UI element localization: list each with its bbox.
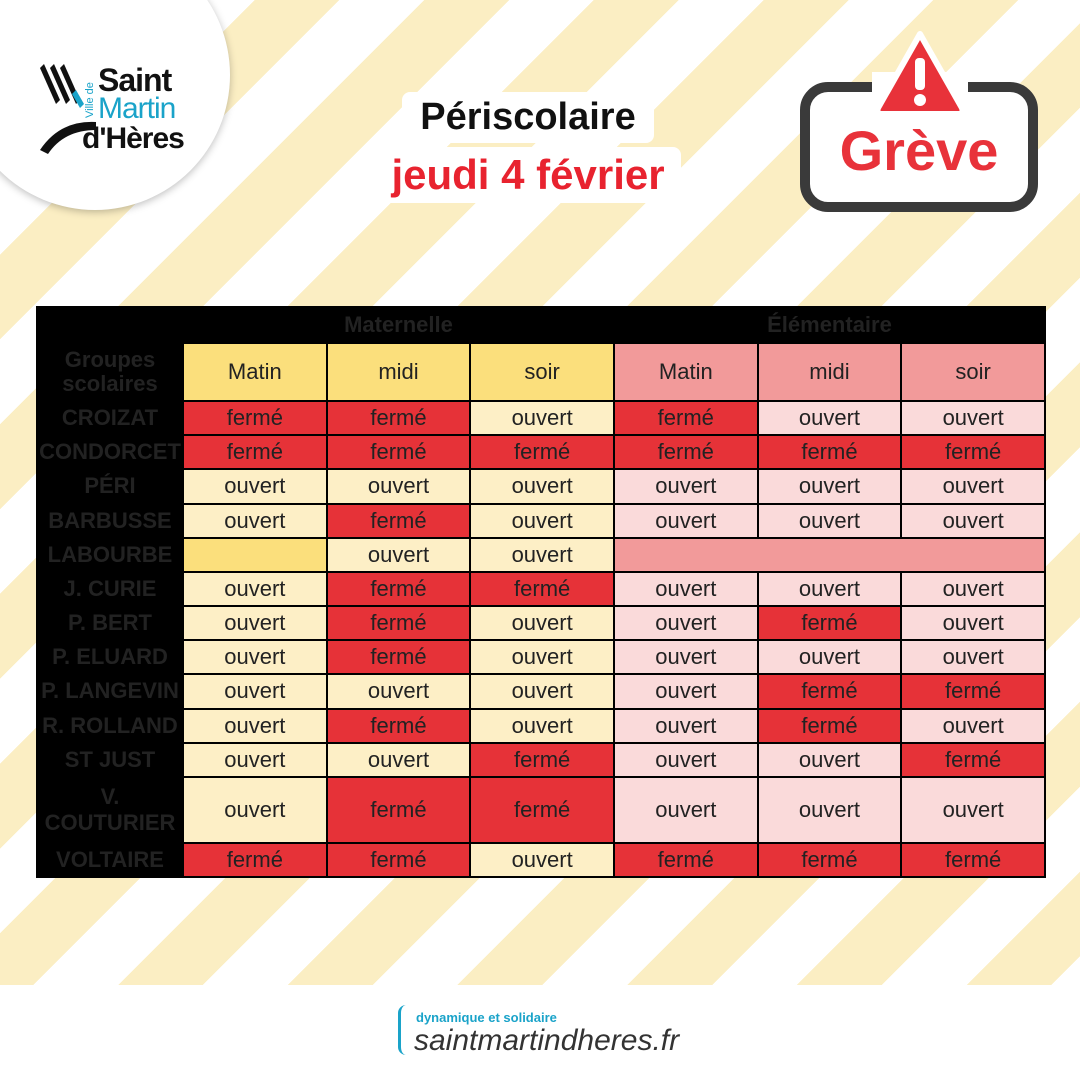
footer-url[interactable]: saintmartindheres.fr [414,1024,680,1057]
status-cell: fermé [758,674,902,708]
status-cell: fermé [327,504,471,538]
subheader-mat-midi: midi [327,343,471,401]
status-cell: fermé [327,401,471,435]
status-cell: ouvert [183,572,327,606]
status-cell: fermé [758,709,902,743]
status-cell: ouvert [758,572,902,606]
logo-dheres-text: d'Hères [82,122,184,155]
status-cell: ouvert [614,469,758,503]
status-cell: ouvert [470,469,614,503]
table-subheader-row [37,343,1045,401]
groups-label: Groupes scolaires [37,343,183,401]
school-name: V. COUTURIER [37,777,183,843]
corner-cell [37,307,183,343]
status-cell: ouvert [470,401,614,435]
status-cell: fermé [183,843,327,877]
status-cell: ouvert [758,777,902,843]
status-cell: ouvert [183,777,327,843]
status-cell: ouvert [614,504,758,538]
table-row [37,401,1045,435]
subheader-mat-soir: soir [470,343,614,401]
status-cell: ouvert [614,640,758,674]
table-row [37,504,1045,538]
status-cell: fermé [327,606,471,640]
status-cell: ouvert [183,743,327,777]
status-cell: ouvert [901,401,1045,435]
page-title [348,92,708,203]
school-name: CONDORCET [37,435,183,469]
status-cell: ouvert [183,504,327,538]
status-cell: fermé [470,743,614,777]
status-cell: fermé [758,435,902,469]
school-name: BARBUSSE [37,504,183,538]
status-cell: ouvert [901,606,1045,640]
subheader-ele-matin: Matin [614,343,758,401]
status-cell: fermé [901,674,1045,708]
status-cell: ouvert [901,777,1045,843]
table-row [37,743,1045,777]
logo-ville-text: Ville de [84,82,96,118]
status-cell: ouvert [327,469,471,503]
status-cell: ouvert [470,504,614,538]
subheader-ele-midi: midi [758,343,902,401]
school-name: R. ROLLAND [37,709,183,743]
status-cell-unavailable [614,538,1045,572]
status-cell: ouvert [901,469,1045,503]
elementaire-header: Élémentaire [614,307,1045,343]
table-row [37,435,1045,469]
status-cell: ouvert [614,709,758,743]
status-cell: ouvert [183,469,327,503]
maternelle-header: Maternelle [183,307,614,343]
table-row [37,640,1045,674]
status-cell: fermé [758,606,902,640]
status-cell: ouvert [327,743,471,777]
status-cell: ouvert [758,504,902,538]
status-cell: ouvert [470,640,614,674]
table-body [37,401,1045,877]
table-row [37,469,1045,503]
status-cell: fermé [614,401,758,435]
status-cell: ouvert [327,538,471,572]
school-name: ST JUST [37,743,183,777]
logo-martin-text: Martin [98,92,176,125]
status-cell: fermé [901,843,1045,877]
status-cell: ouvert [183,674,327,708]
status-cell: ouvert [470,538,614,572]
school-name: P. ELUARD [37,640,183,674]
status-cell: ouvert [614,674,758,708]
footer-tagline: dynamique et solidaire [416,1010,557,1025]
table-header-row [37,307,1045,343]
status-cell: fermé [470,572,614,606]
status-cell: ouvert [614,777,758,843]
title-periscolaire: Périscolaire [402,92,653,143]
school-name: P. BERT [37,606,183,640]
status-cell: ouvert [614,572,758,606]
school-name: P. LANGEVIN [37,674,183,708]
status-cell: ouvert [327,674,471,708]
table-row [37,606,1045,640]
school-name: VOLTAIRE [37,843,183,877]
status-cell: ouvert [183,640,327,674]
table-row [37,709,1045,743]
status-cell: ouvert [470,606,614,640]
schedule-table [36,306,1046,878]
status-cell: ouvert [758,743,902,777]
table-row [37,538,1045,572]
status-cell: fermé [901,743,1045,777]
status-cell: ouvert [470,709,614,743]
status-cell [183,538,327,572]
title-date: jeudi 4 février [375,147,680,203]
status-cell: ouvert [183,709,327,743]
status-cell: ouvert [901,572,1045,606]
status-cell: fermé [327,435,471,469]
table-row [37,843,1045,877]
status-cell: fermé [183,435,327,469]
status-cell: fermé [758,843,902,877]
status-cell: fermé [327,640,471,674]
alert-icon [872,28,968,124]
table-row [37,572,1045,606]
status-cell: ouvert [901,640,1045,674]
status-cell: ouvert [758,469,902,503]
school-name: CROIZAT [37,401,183,435]
status-cell: fermé [614,843,758,877]
status-cell: ouvert [614,743,758,777]
school-name: LABOURBE [37,538,183,572]
status-cell: ouvert [470,843,614,877]
school-name: J. CURIE [37,572,183,606]
status-cell: fermé [183,401,327,435]
status-cell: fermé [614,435,758,469]
subheader-ele-soir: soir [901,343,1045,401]
status-cell: fermé [327,843,471,877]
logo-saint-text: Saint [98,62,172,98]
status-cell: ouvert [183,606,327,640]
status-cell: fermé [327,709,471,743]
status-cell: ouvert [901,504,1045,538]
status-cell: ouvert [901,709,1045,743]
table-row [37,777,1045,843]
status-cell: ouvert [614,606,758,640]
strike-label: Grève [839,119,999,182]
table-row [37,674,1045,708]
status-cell: fermé [327,572,471,606]
status-cell: fermé [470,435,614,469]
subheader-mat-matin: Matin [183,343,327,401]
status-cell: fermé [327,777,471,843]
school-name: PÉRI [37,469,183,503]
footer-bracket-icon [398,1005,411,1055]
status-cell: ouvert [758,640,902,674]
status-cell: ouvert [470,674,614,708]
status-cell: fermé [901,435,1045,469]
status-cell: fermé [470,777,614,843]
status-cell: ouvert [758,401,902,435]
